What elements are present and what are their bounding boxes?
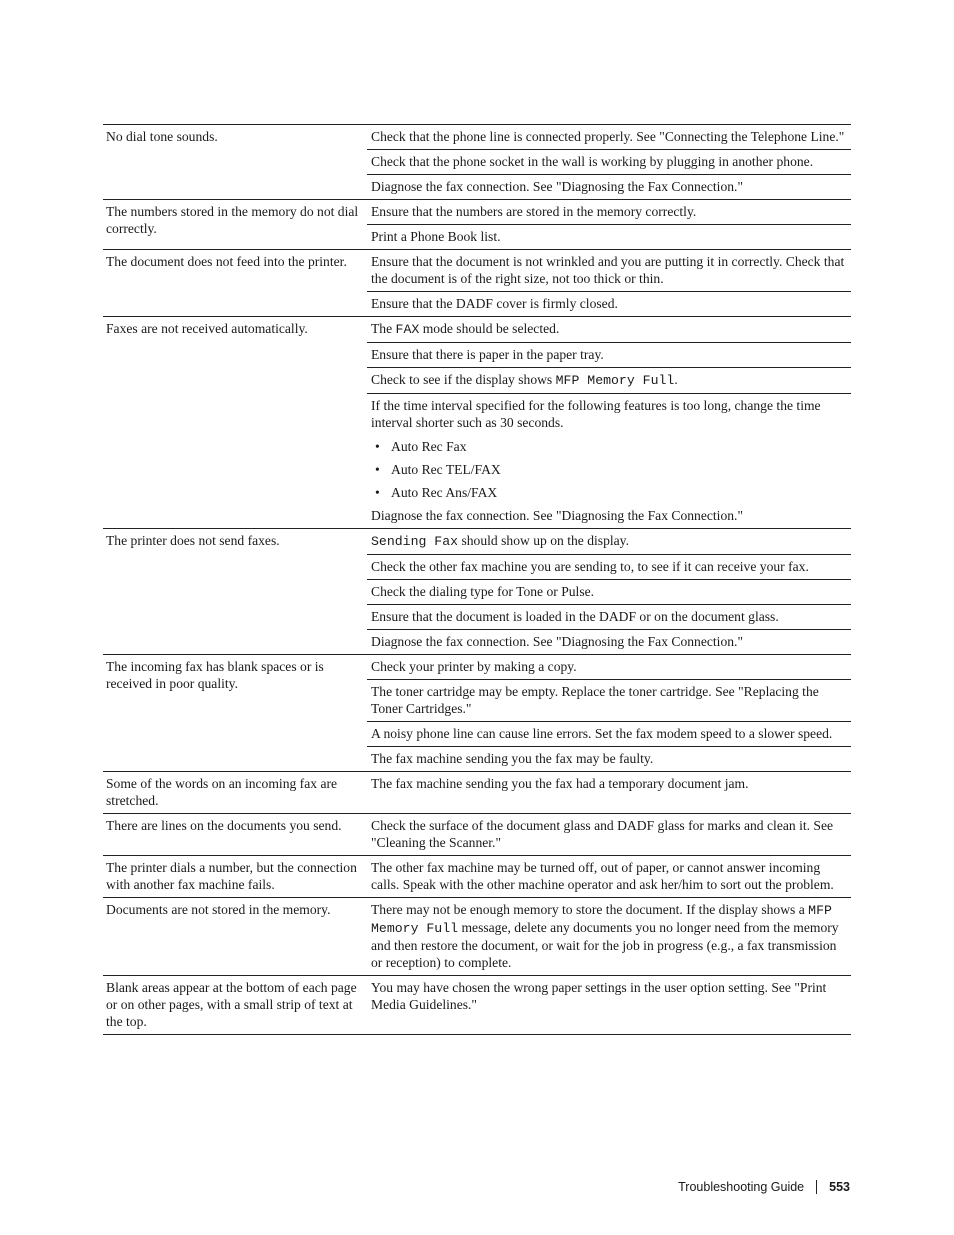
table-row xyxy=(103,200,851,225)
solution-cell xyxy=(367,580,851,605)
solution-bullet-item xyxy=(367,481,851,504)
solution-text: Ensure that the DADF cover is firmly closed. xyxy=(371,296,618,311)
page-footer xyxy=(678,1180,850,1194)
solution-text: The other fax machine may be turned off, out of paper, or cannot answer incoming calls. Speak with the other machine operator and ask her/him to sort out the problem. xyxy=(371,860,834,892)
footer-section-title: Troubleshooting Guide xyxy=(678,1180,805,1194)
solution-text: . xyxy=(674,372,678,387)
problem-cell: The numbers stored in the memory do not dial correctly. xyxy=(103,200,367,250)
solution-cell xyxy=(367,630,851,655)
solution-text: Ensure that the numbers are stored in the memory correctly. xyxy=(371,204,697,219)
solution-cell xyxy=(367,814,851,856)
table-row xyxy=(103,814,851,856)
solution-cell xyxy=(367,225,851,250)
page-number: 553 xyxy=(829,1180,850,1194)
solution-cell xyxy=(367,722,851,747)
table-row xyxy=(103,856,851,898)
troubleshooting-table-body xyxy=(103,125,851,1035)
solution-text: Ensure that the document is loaded in the DADF or on the document glass. xyxy=(371,609,779,624)
table-row xyxy=(103,529,851,555)
troubleshooting-table xyxy=(103,124,851,1035)
problem-cell: The incoming fax has blank spaces or is received in poor quality. xyxy=(103,655,367,772)
footer-divider xyxy=(816,1180,817,1194)
solution-cell xyxy=(367,529,851,555)
solution-text: Check that the phone line is connected properly. See "Connecting the Telephone Line." xyxy=(371,129,845,144)
solution-text: Check the dialing type for Tone or Pulse. xyxy=(371,584,595,599)
solution-text: Diagnose the fax connection. See "Diagnosing the Fax Connection." xyxy=(371,634,744,649)
table-row xyxy=(103,772,851,814)
bullet-icon: • xyxy=(375,462,380,477)
solution-text: The toner cartridge may be empty. Replace the toner cartridge. See "Replacing the Toner Cartridges." xyxy=(371,684,819,716)
solution-cell xyxy=(367,856,851,898)
problem-cell: Documents are not stored in the memory. xyxy=(103,898,367,976)
table-row xyxy=(103,898,851,976)
solution-cell xyxy=(367,200,851,225)
solution-text: The fax machine sending you the fax had a temporary document jam. xyxy=(371,776,749,791)
table-row xyxy=(103,317,851,343)
solution-cell xyxy=(367,772,851,814)
problem-cell: The printer dials a number, but the connection with another fax machine fails. xyxy=(103,856,367,898)
solution-cell xyxy=(367,368,851,394)
solution-bullet-item xyxy=(367,458,851,481)
solution-text: Auto Rec TEL/FAX xyxy=(391,462,501,477)
solution-text: mode should be selected. xyxy=(419,321,560,336)
solution-cell xyxy=(367,680,851,722)
solution-text: There may not be enough memory to store the document. If the display shows a xyxy=(371,902,809,917)
solution-cell xyxy=(367,250,851,292)
table-row xyxy=(103,976,851,1035)
problem-cell: Faxes are not received automatically. xyxy=(103,317,367,529)
solution-cell xyxy=(367,292,851,317)
solution-text: The xyxy=(371,321,396,336)
display-message-text: Sending Fax xyxy=(371,534,459,549)
solution-text: You may have chosen the wrong paper settings in the user option setting. See "Print Media Guidelines." xyxy=(371,980,827,1012)
solution-text: Check that the phone socket in the wall is working by plugging in another phone. xyxy=(371,154,814,169)
solution-text: Check your printer by making a copy. xyxy=(371,659,577,674)
solution-text: If the time interval specified for the following features is too long, change the time interval shorter such as 30 seconds. xyxy=(371,398,821,430)
solution-cell xyxy=(367,343,851,368)
solution-text: message, delete any documents you no longer need from the memory and then restore the document, or wait for the job in progress (e.g., a fax transmission or reception) to complete. xyxy=(371,920,839,970)
solution-text: Auto Rec Fax xyxy=(391,439,467,454)
solution-text: Auto Rec Ans/FAX xyxy=(391,485,498,500)
solution-cell xyxy=(367,655,851,680)
table-row xyxy=(103,250,851,292)
solution-text: A noisy phone line can cause line errors. Set the fax modem speed to a slower speed. xyxy=(371,726,833,741)
solution-text: should show up on the display. xyxy=(458,533,629,548)
solution-text: Diagnose the fax connection. See "Diagnosing the Fax Connection." xyxy=(371,179,744,194)
solution-cell xyxy=(367,976,851,1035)
solution-cell xyxy=(367,150,851,175)
solution-bullet-item xyxy=(367,435,851,458)
display-message-text: FAX xyxy=(395,322,420,337)
solution-text: Diagnose the fax connection. See "Diagnosing the Fax Connection." xyxy=(371,508,744,523)
solution-cell xyxy=(367,747,851,772)
solution-cell xyxy=(367,317,851,343)
bullet-icon: • xyxy=(375,439,380,454)
problem-cell: The document does not feed into the printer. xyxy=(103,250,367,317)
solution-text: Print a Phone Book list. xyxy=(371,229,501,244)
solution-cell xyxy=(367,504,851,529)
solution-text: Ensure that there is paper in the paper tray. xyxy=(371,347,604,362)
table-row xyxy=(103,655,851,680)
problem-cell: There are lines on the documents you send. xyxy=(103,814,367,856)
display-message-text: MFP Memory Full xyxy=(371,903,832,936)
bullet-icon: • xyxy=(375,485,380,500)
problem-cell: Blank areas appear at the bottom of each page or on other pages, with a small strip of text at the top. xyxy=(103,976,367,1035)
solution-cell xyxy=(367,125,851,150)
solution-cell xyxy=(367,555,851,580)
problem-cell: No dial tone sounds. xyxy=(103,125,367,200)
solution-text: Ensure that the document is not wrinkled and you are putting it in correctly. Check that the document is of the right size, not too thick or thin. xyxy=(371,254,845,286)
solution-cell xyxy=(367,175,851,200)
problem-cell: The printer does not send faxes. xyxy=(103,529,367,655)
solution-text: Check to see if the display shows xyxy=(371,372,556,387)
solution-cell xyxy=(367,605,851,630)
solution-text: Check the surface of the document glass and DADF glass for marks and clean it. See "Cleaning the Scanner." xyxy=(371,818,834,850)
problem-cell: Some of the words on an incoming fax are stretched. xyxy=(103,772,367,814)
solution-cell xyxy=(367,898,851,976)
display-message-text: MFP Memory Full xyxy=(555,373,675,388)
solution-cell xyxy=(367,394,851,436)
solution-text: The fax machine sending you the fax may be faulty. xyxy=(371,751,654,766)
table-row xyxy=(103,125,851,150)
solution-text: Check the other fax machine you are sending to, to see if it can receive your fax. xyxy=(371,559,809,574)
